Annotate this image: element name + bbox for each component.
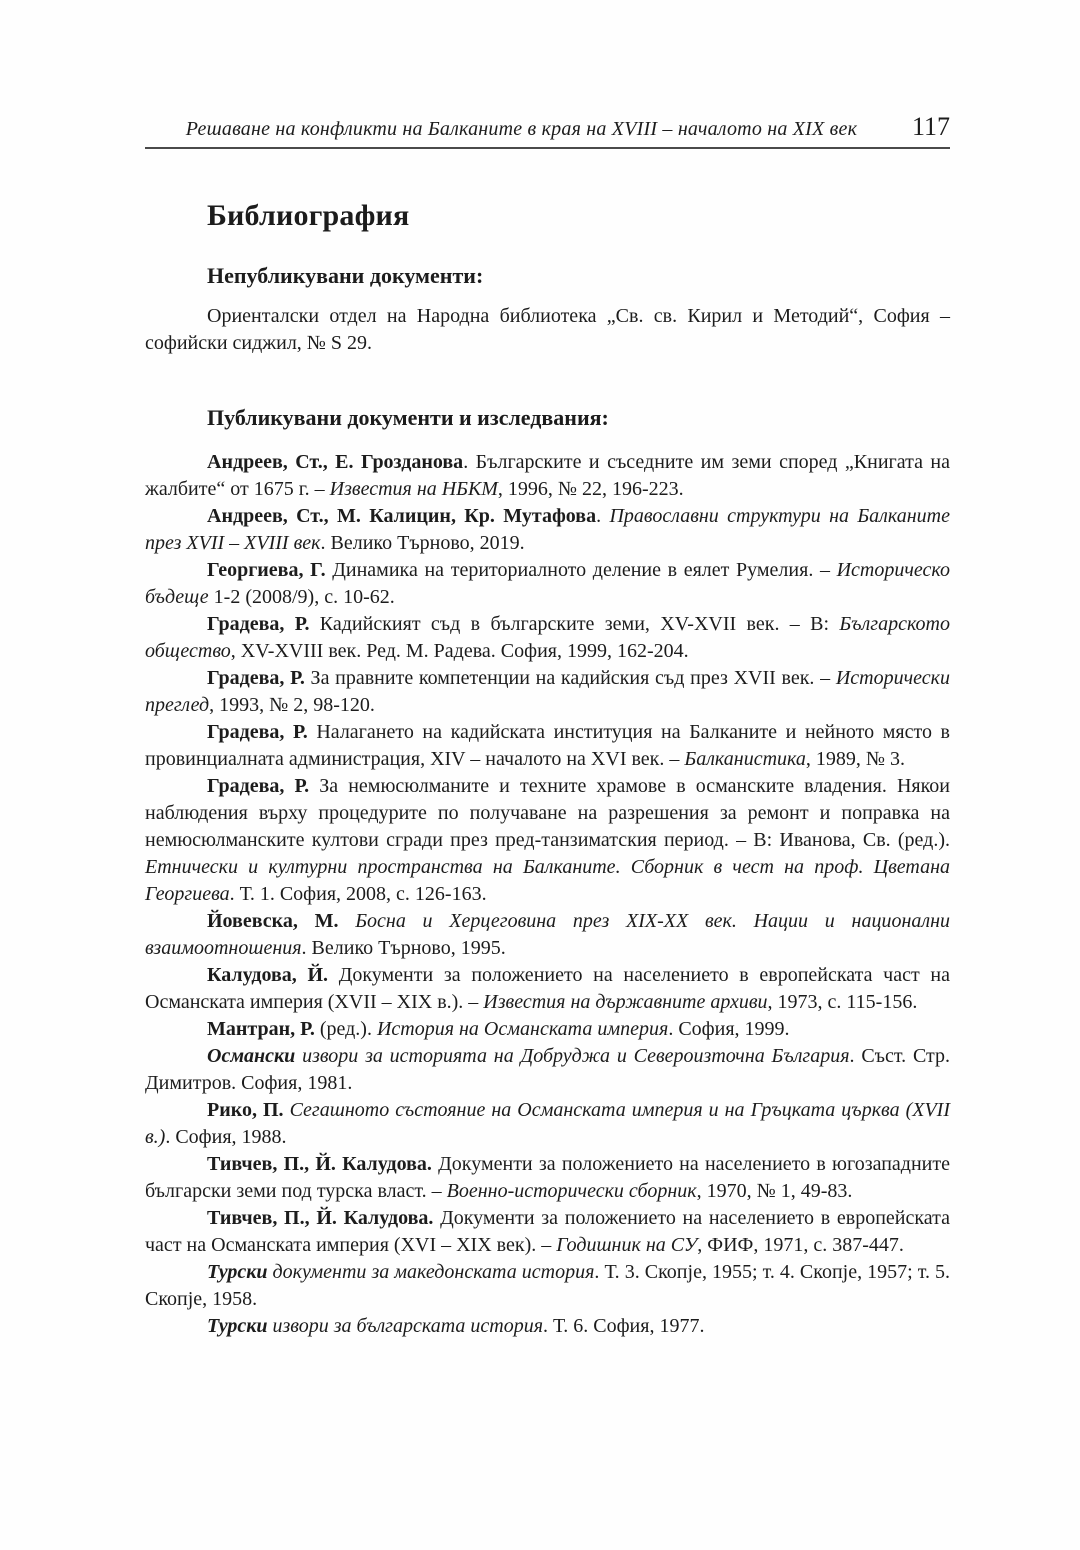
entry-segment-italic: Военно-исторически сборник [446,1180,697,1202]
published-documents-heading: Публикувани документи и изследвания: [207,405,609,430]
entry-segment-roman: Динамика на териториалното деление в еялет Румелия. – [325,559,837,581]
header-rule [145,147,950,149]
entry-segment-bolditalic: Османски [207,1045,296,1067]
unpublished-documents-paragraph: Ориенталски отдел на Народна библиотека „Св. св. Кирил и Методий“, София – софийски сиджил, № S 29. [145,305,950,354]
entry-segment-bold: Рико, П. [207,1099,284,1121]
entry-segment-bold: Градева, Р. [207,613,310,635]
entry-segment-roman: . Т. 1. София, 2008, с. 126-163. [229,883,487,905]
entry-segment-bold: Мантран, Р. [207,1018,315,1040]
entry-segment-italic: Известия на държавните архиви [483,991,768,1013]
entry-segment-roman: Кадийският съд в българските земи, XV-XVII век. – В: [309,613,840,635]
entry-segment-bold: Йовевска, М. [207,910,339,932]
bibliography-entry [145,503,950,557]
entry-segment-bold: Георгиева, Г. [207,559,326,581]
entry-segment-roman: , 1970, № 1, 49-83. [696,1180,853,1202]
entry-segment-roman: . Т. 3. Скопје, 1955; т. 4. Скопје, 1957; т. 5. Скопје, 1958. [145,1261,951,1310]
entry-segment-roman: , 1973, с. 115-156. [767,991,918,1013]
page-number: 117 [911,112,950,141]
entry-segment-roman: , 1993, № 2, 98-120. [209,694,375,716]
entry-segment-bold: Тивчев, П., Й. Калудова. [207,1153,432,1175]
entry-segment-bold: Андреев, Ст., М. Калицин, Кр. Мутафова [207,505,597,527]
bibliography-entry [145,1097,950,1151]
entry-segment-italic: Етнически и културни пространства на Балканите. Сборник в чест на проф. Цветана Георгиева [145,856,950,905]
entry-segment-roman: Документи за положението на населението в югозападните български земи под турска власт. – [145,1153,950,1202]
bibliography-entry [145,557,950,611]
entry-segment-roman: , 1989, № 3. [805,748,905,770]
entry-segment-roman: , 1996, № 22, 196-223. [497,478,684,500]
entry-segment-roman: . Велико Търново, 1995. [301,937,506,959]
entry-segment-italic: Православни структури на Балканите през XVII – XVIII век [145,505,950,554]
entry-segment-italic: Босна и Херцеговина през XIX-XX век. Нации и национални взаимоотношения [145,910,951,959]
entry-segment-italic: документи за македонската история [267,1261,595,1283]
unpublished-documents-heading: Непубликувани документи: [207,263,484,288]
entry-segment-italic: Българското общество [145,613,950,662]
entry-segment-roman: За немюсюлманите и техните храмове в османските владения. Някои наблюдения върху процедурите по получаване на разрешения за ремонт и поправка на немюсюлманските култови сгради през пред-танзиматския период. – В: Иванова, Св. (ред.). [145,775,950,851]
entry-segment-roman: . София, 1999. [668,1018,790,1040]
entry-segment-italic: Годишник на СУ [556,1234,698,1256]
bibliography-entry [145,1043,950,1097]
entry-segment-bold: Градева, Р. [207,667,305,689]
entry-segment-italic: История на Османската империя [376,1018,669,1040]
bibliography-entry [145,665,950,719]
entry-segment-roman: За правните компетенции на кадийския съд през XVII век. – [304,667,836,689]
entry-segment-roman: Документи за положението на населението в европейската част на Османската империя (XVI – XIX век). – [145,1207,950,1256]
bibliography-entry [145,1313,950,1340]
bibliography-entries [145,449,950,1340]
entry-segment-roman: Налагането на кадийската институция на Балканите и нейното място в провинциалната администрация, XIV – началото на XVI век. – [145,721,951,770]
entry-segment-roman: , ФИФ, 1971, с. 387-447. [697,1234,904,1256]
entry-segment-italic: Балканистика [684,748,806,770]
bibliography-entry [145,1151,950,1205]
entry-segment-italic: Исторически преглед [145,667,951,716]
page-body [145,199,950,1340]
entry-segment-italic: Известия на НБКМ [329,478,498,500]
entry-segment-roman: . Велико Търново, 2019. [320,532,525,554]
bibliography-entry [145,773,950,908]
bibliography-entry [145,908,950,962]
entry-segment-bolditalic: Турски [207,1261,268,1283]
entry-segment-bold: Градева, Р. [207,721,308,743]
entry-segment-italic: извори за българската история [267,1315,544,1337]
bibliography-entry [145,1259,950,1313]
entry-segment-roman: . Съст. Стр. Димитров. София, 1981. [145,1045,950,1094]
entry-segment-bold: Калудова, Й. [207,964,329,986]
entry-segment-italic: Историческо бъдеще [145,559,950,608]
entry-segment-roman: . [596,505,610,527]
bibliography-entry [145,962,950,1016]
entry-segment-bold: Тивчев, П., Й. Калудова. [207,1207,434,1229]
entry-segment-bolditalic: Турски [207,1315,268,1337]
bibliography-entry [145,719,950,773]
entry-segment-roman [339,910,356,932]
bibliography-entry [145,449,950,503]
bibliography-entry [145,611,950,665]
entry-segment-roman: (ред.). [314,1018,377,1040]
running-head-row [145,112,950,142]
bibliography-entry [145,1016,950,1043]
bibliography-entry [145,1205,950,1259]
entry-segment-roman: . София, 1988. [165,1126,287,1148]
entry-segment-roman: . Българските и съседните им земи според „Книгата на жалбите“ от 1675 г. – [145,451,950,500]
bibliography-title: Библиография [207,199,410,232]
entry-segment-italic: Сегашното състояние на Османската империя и на Гръцката църква (XVII в.) [145,1099,951,1148]
running-header [145,112,950,149]
entry-segment-roman: , XV-XVIII век. Ред. М. Радева. София, 1999, 162-204. [230,640,689,662]
entry-segment-italic: извори за историята на Добруджа и Североизточна България [295,1045,850,1067]
entry-segment-bold: Андреев, Ст., Е. Грозданова [207,451,464,473]
entry-segment-roman: . Т. 6. София, 1977. [543,1315,705,1337]
running-title: Решаване на конфликти на Балканите в края на XVIII – началото на XIX век [185,118,858,140]
entry-segment-roman: 1-2 (2008/9), с. 10-62. [208,586,395,608]
entry-segment-roman: Документи за положението на населението в европейската част на Османската империя (XVII – XIX в.). – [145,964,950,1013]
entry-segment-bold: Градева, Р. [207,775,310,797]
